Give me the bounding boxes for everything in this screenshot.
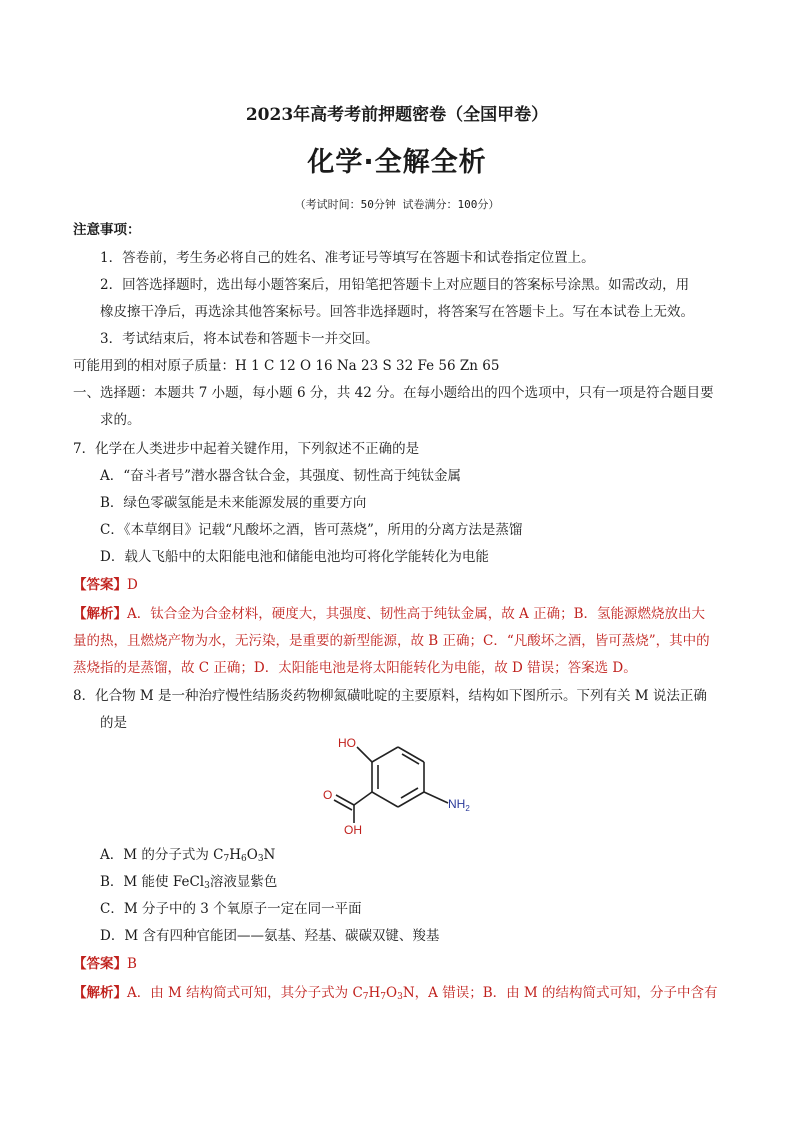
q8-option-b-sub: 3 xyxy=(204,881,210,891)
q7-analysis-text-1: A．钛合金为合金材料，硬度大，其强度、韧性高于纯钛金属，故 A 正确；B．氢能源燃烧放出大 xyxy=(127,606,706,622)
q8-analysis-end: N，A 错误；B．由 M 的结构简式可知，分子中含有 xyxy=(402,985,718,1001)
q8-answer xyxy=(73,955,137,973)
benzene-ring xyxy=(372,747,424,807)
q8-stem-line-2: 的是 xyxy=(100,715,127,731)
q8-analysis-prefix: A．由 M 结构简式可知，其分子式为 C xyxy=(127,985,363,1001)
q8-option-a-mid-2: O xyxy=(246,847,258,863)
notice-item-3: 3．考试结束后，将本试卷和答题卡一并交回。 xyxy=(100,331,379,347)
q8-option-b-prefix: B．M 能使 FeCl xyxy=(100,874,205,890)
section-1-line-2: 求的。 xyxy=(100,412,141,428)
q8-analysis-line-1 xyxy=(73,984,718,1006)
q7-analysis-line-2: 量的热，且燃烧产物为水，无污染，是重要的新型能源，故 B 正确；C．“凡酸坏之酒，皆可蒸烧”，其中的 xyxy=(73,633,710,649)
label-nh2 xyxy=(448,797,470,813)
page-subtitle: 化学·全解全析 xyxy=(307,147,487,178)
q8-option-a-sub-3: 3 xyxy=(257,854,264,864)
atomic-masses: 可能用到的相对原子质量：H 1 C 12 O 16 Na 23 S 32 Fe 56 Zn 65 xyxy=(73,358,500,374)
q8-option-d: D．M 含有四种官能团——氨基、羟基、碳碳双键、羧基 xyxy=(100,928,440,944)
q8-analysis-mid-1: H xyxy=(368,985,381,1001)
q8-option-c: C．M 分子中的 3 个氧原子一定在同一平面 xyxy=(100,901,362,917)
q7-option-b: B．绿色零碳氢能是未来能源发展的重要方向 xyxy=(100,495,367,511)
q7-answer-label: 【答案】 xyxy=(73,577,127,593)
amino-bond xyxy=(424,792,448,803)
q7-stem: 7．化学在人类进步中起着关键作用，下列叙述不正确的是 xyxy=(73,441,420,457)
q8-analysis-sub-1: 7 xyxy=(362,992,369,1002)
page-title: 2023年高考考前押题密卷（全国甲卷） xyxy=(245,105,549,125)
q7-answer xyxy=(73,576,138,594)
q8-option-a xyxy=(100,846,275,868)
q8-option-a-sub-1: 7 xyxy=(223,854,230,864)
notice-item-2-line-2: 橡皮擦干净后，再选涂其他答案标号。回答非选择题时，将答案写在答题卡上。写在本试卷上无效。 xyxy=(100,304,694,320)
q7-analysis-line-1 xyxy=(73,605,705,623)
label-nh2-main: NH xyxy=(448,797,466,811)
molecule-structure-diagram xyxy=(320,733,480,843)
q8-option-a-end: N xyxy=(263,847,276,863)
exam-info: （考试时间：50分钟 试卷满分：100分） xyxy=(294,198,500,211)
label-nh2-subscript: 2 xyxy=(465,804,470,813)
q8-option-a-prefix: A．M 的分子式为 C xyxy=(100,847,224,863)
q8-analysis-sub-2: 7 xyxy=(380,992,387,1002)
notice-heading: 注意事项： xyxy=(73,222,141,238)
q7-analysis-label: 【解析】 xyxy=(73,606,127,622)
carboxyl-carbon-bond xyxy=(354,792,372,805)
hydroxyl-bond xyxy=(357,747,372,762)
label-ho: HO xyxy=(338,736,356,750)
q8-stem-line-1: 8．化合物 M 是一种治疗慢性结肠炎药物柳氮磺吡啶的主要原料，结构如下图所示。下列有关 M 说法正确 xyxy=(73,688,707,704)
q8-option-b-end: 溶液显紫色 xyxy=(209,874,278,890)
q7-option-c: C．《本草纲目》记载“凡酸坏之酒，皆可蒸烧”，所用的分离方法是蒸馏 xyxy=(100,522,523,538)
q7-option-a: A．“奋斗者号”潜水器含钛合金，其强度、韧性高于纯钛金属 xyxy=(100,468,462,484)
q7-option-d: D．载人飞船中的太阳能电池和储能电池均可将化学能转化为电能 xyxy=(100,549,489,565)
notice-item-2-line-1: 2．回答选择题时，选出每小题答案后，用铅笔把答题卡上对应题目的答案标号涂黑。如需改动，用 xyxy=(100,277,690,293)
label-carbonyl-o: O xyxy=(323,788,333,802)
q8-analysis-mid-2: O xyxy=(386,985,398,1001)
notice-item-1: 1．答卷前，考生务必将自己的姓名、准考证号等填写在答题卡和试卷指定位置上。 xyxy=(100,250,595,266)
q8-answer-value: B xyxy=(127,956,137,972)
q8-option-a-sub-2: 6 xyxy=(241,854,247,864)
q8-option-a-mid-1: H xyxy=(229,847,241,863)
q8-option-b xyxy=(100,873,277,895)
q8-answer-label: 【答案】 xyxy=(73,956,127,972)
q7-answer-value: D xyxy=(127,577,138,593)
q7-analysis-line-3: 蒸烧指的是蒸馏，故 C 正确；D．太阳能电池是将太阳能转化为电能，故 D 错误；答案选 D。 xyxy=(73,660,637,676)
label-oh: OH xyxy=(344,823,362,837)
q8-analysis-sub-3: 3 xyxy=(397,992,403,1002)
q8-analysis-label: 【解析】 xyxy=(73,985,127,1001)
section-1-line-1: 一、选择题：本题共 7 小题，每小题 6 分，共 42 分。在每小题给出的四个选项中，只有一项是符合题目要 xyxy=(73,385,714,401)
